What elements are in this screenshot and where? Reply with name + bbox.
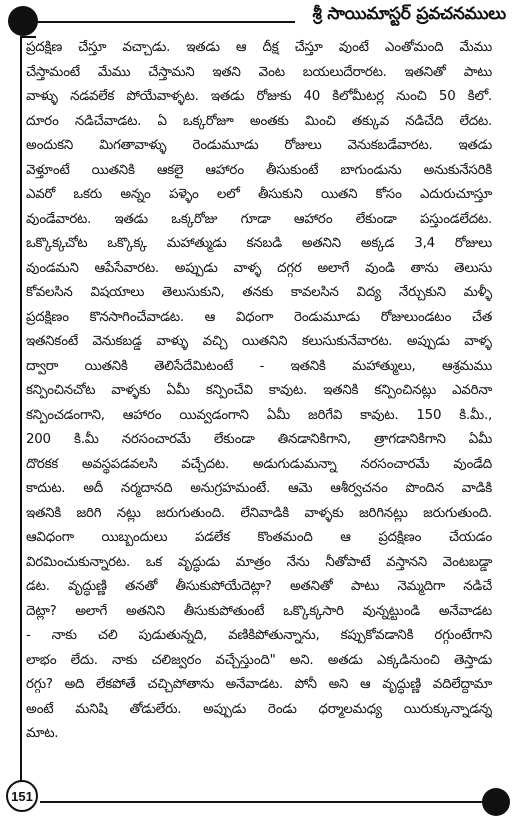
text-line: కన్పించడంగాని, ఆహారం యివ్వడంగాని ఏమీ జరిగేవి కావుట. 150 కి.మీ., [26,407,492,423]
text-line: కన్పించినచోట వాళ్ళకు ఏమీ కన్పించేవి కావుట. ఇతనికి కన్పించినట్లు ఎవరినా [26,383,492,398]
text-line: ఇతనికి జరిగి నట్లు జరుగుతుంది. లేనివాడికి వాళ్ళకు జరిగినట్లు జరుగుతుంది. [26,505,492,521]
text-line: వుండేవారట. ఇతడు ఒక్కరోజు గూడా ఆహారం లేకుండా పస్తుండలేదట. [26,211,492,227]
text-line: రగ్గు? అది లేకపోతే చచ్చిపోతాను అనేవాడట. పోనీ అని ఆ వృద్ధుణ్ణి వదిలేద్దామా [26,677,492,692]
text-line: అంటే మనిషి తోడులేరు. అప్పుడు రెండు ధర్మాలమధ్య యిరుక్కున్నాడన్న [26,701,492,717]
footer-ornament-dot [482,788,510,816]
text-line: - నాకు చలి పుడుతున్నది, వణికిపోతున్నాను, కప్పుకోవడానికి రగ్గుంటేగాని [26,628,492,643]
text-line: కాదుట. అదీ నర్మదానది అనుగ్రహమంటే. ఆమె ఆశీర్వచనం పొందిన వాడికి [26,481,492,496]
text-line: కోవలసిన విషయాలు తెలుసుకుని, తనకు కావలసిన విద్య నేర్చుకుని మళ్ళీ [26,285,492,300]
footer-rule [40,801,484,803]
text-line: చేస్తామంటే మేము చేస్తామని ఇతని వెంట బయలుదేరారట. ఇతనితో పాటు [26,64,492,80]
text-line: దొరకక అవస్థపడవలసి వచ్చేదట. అడుగుడుమన్నా నరసంచారమే వుండేది [26,456,492,472]
text-line: వుండమని ఆపేసేవారట. అప్పుడు వాళ్ళ దగ్గర అలాగే వుండి తాను తెలుసు [26,260,492,276]
text-line: ద్వారా యితనికి తెలిసేదేమిటంటే - ఇతనికి మహాత్ములు, ఆశ్రమము [26,358,492,374]
text-line: వాళ్ళు నడవలేక పోయేవాళ్ళట. ఇతడు రోజుకు 40 కిలోమీటర్ల నుంచి 50 కిలో. [26,89,492,104]
text-line: దెట్లా? అలాగే అతనిని తీసుకుపోతుంటే ఒక్కొక్కసారి వున్నట్టుండి అనేవాడట [26,603,492,619]
text-line: అందుకని మిగతావాళ్ళు రెండుమూడు రోజులు వెనుకబడేవారట. ఇతడు [26,138,492,153]
text-line: ఆవిధంగా యిబ్బందులు పడలేక కొంతమంది ఆ ప్రదక్షిణం చేయడం [26,530,492,545]
text-line: మాట. [26,726,59,741]
text-line: వెళ్తూంటే యితనికి ఆకలై ఆహారం తీసుకుంటే బాగుండును అనుకునేసరికి [26,162,492,178]
header-rule [22,21,295,23]
frame-left-rule [20,36,22,792]
text-line: లాభం లేదు. నాకు చలిజ్వరం వచ్చేస్తుంది" అని. అతడు ఎక్కడినుంచి తెస్తాడు [26,652,492,668]
text-line: విరమించుకున్నారట. ఒక వృద్ధుడు మాత్రం నేను నీతోపాటే వస్తానని వెంటబడ్డా [26,554,492,570]
text-line: దూరం నడిచేవాడట. ఏ ఒక్కరోజూ అంతకు మించి తక్కువ నడిచేది లేదట. [26,113,492,129]
text-line: డట. వృద్ధుణ్ణి తనతో తీసుకుపోయేదెట్లా? అతనితో పాటు నెమ్మదిగా నడిచే [26,579,492,594]
text-line: ఒక్కొక్కచోట ఒక్కొక్క మహాత్ముడు కనబడి అతనిని అక్కడ 3,4 రోజులు [26,236,492,251]
text-line: ప్రదక్షిణం కొనసాగించేవాడట. ఆ విధంగా రెండుమూడు రోజులుండటం చేత [26,309,492,325]
running-header-title: శ్రీ సాయిమాస్టర్ ప్రవచనములు [312,4,506,24]
page-number: 151 [6,780,38,812]
body-text [26,36,492,747]
text-line: ఎవరో ఒకరు అన్నం పళ్ళెం లలో తీసుకుని యితని కోసం ఎదురుచూస్తూ [26,187,492,202]
text-line: 200 కి.మీ నరసంచారమే లేకుండా తినడానికిగాని, త్రాగడానికిగాని ఏమీ [26,432,492,447]
text-line: ఇతనికంటే వెనుకబడ్డ వాళ్ళు వచ్చి యితనిని కలుసుకునేవారట. అప్పుడు వాళ్ళ [26,334,492,349]
text-line: ప్రదక్షిణ చేస్తూ వచ్చాడు. ఇతడు ఆ దీక్ష చేస్తూ వుంటే ఎంతోమంది మేము [26,40,492,55]
